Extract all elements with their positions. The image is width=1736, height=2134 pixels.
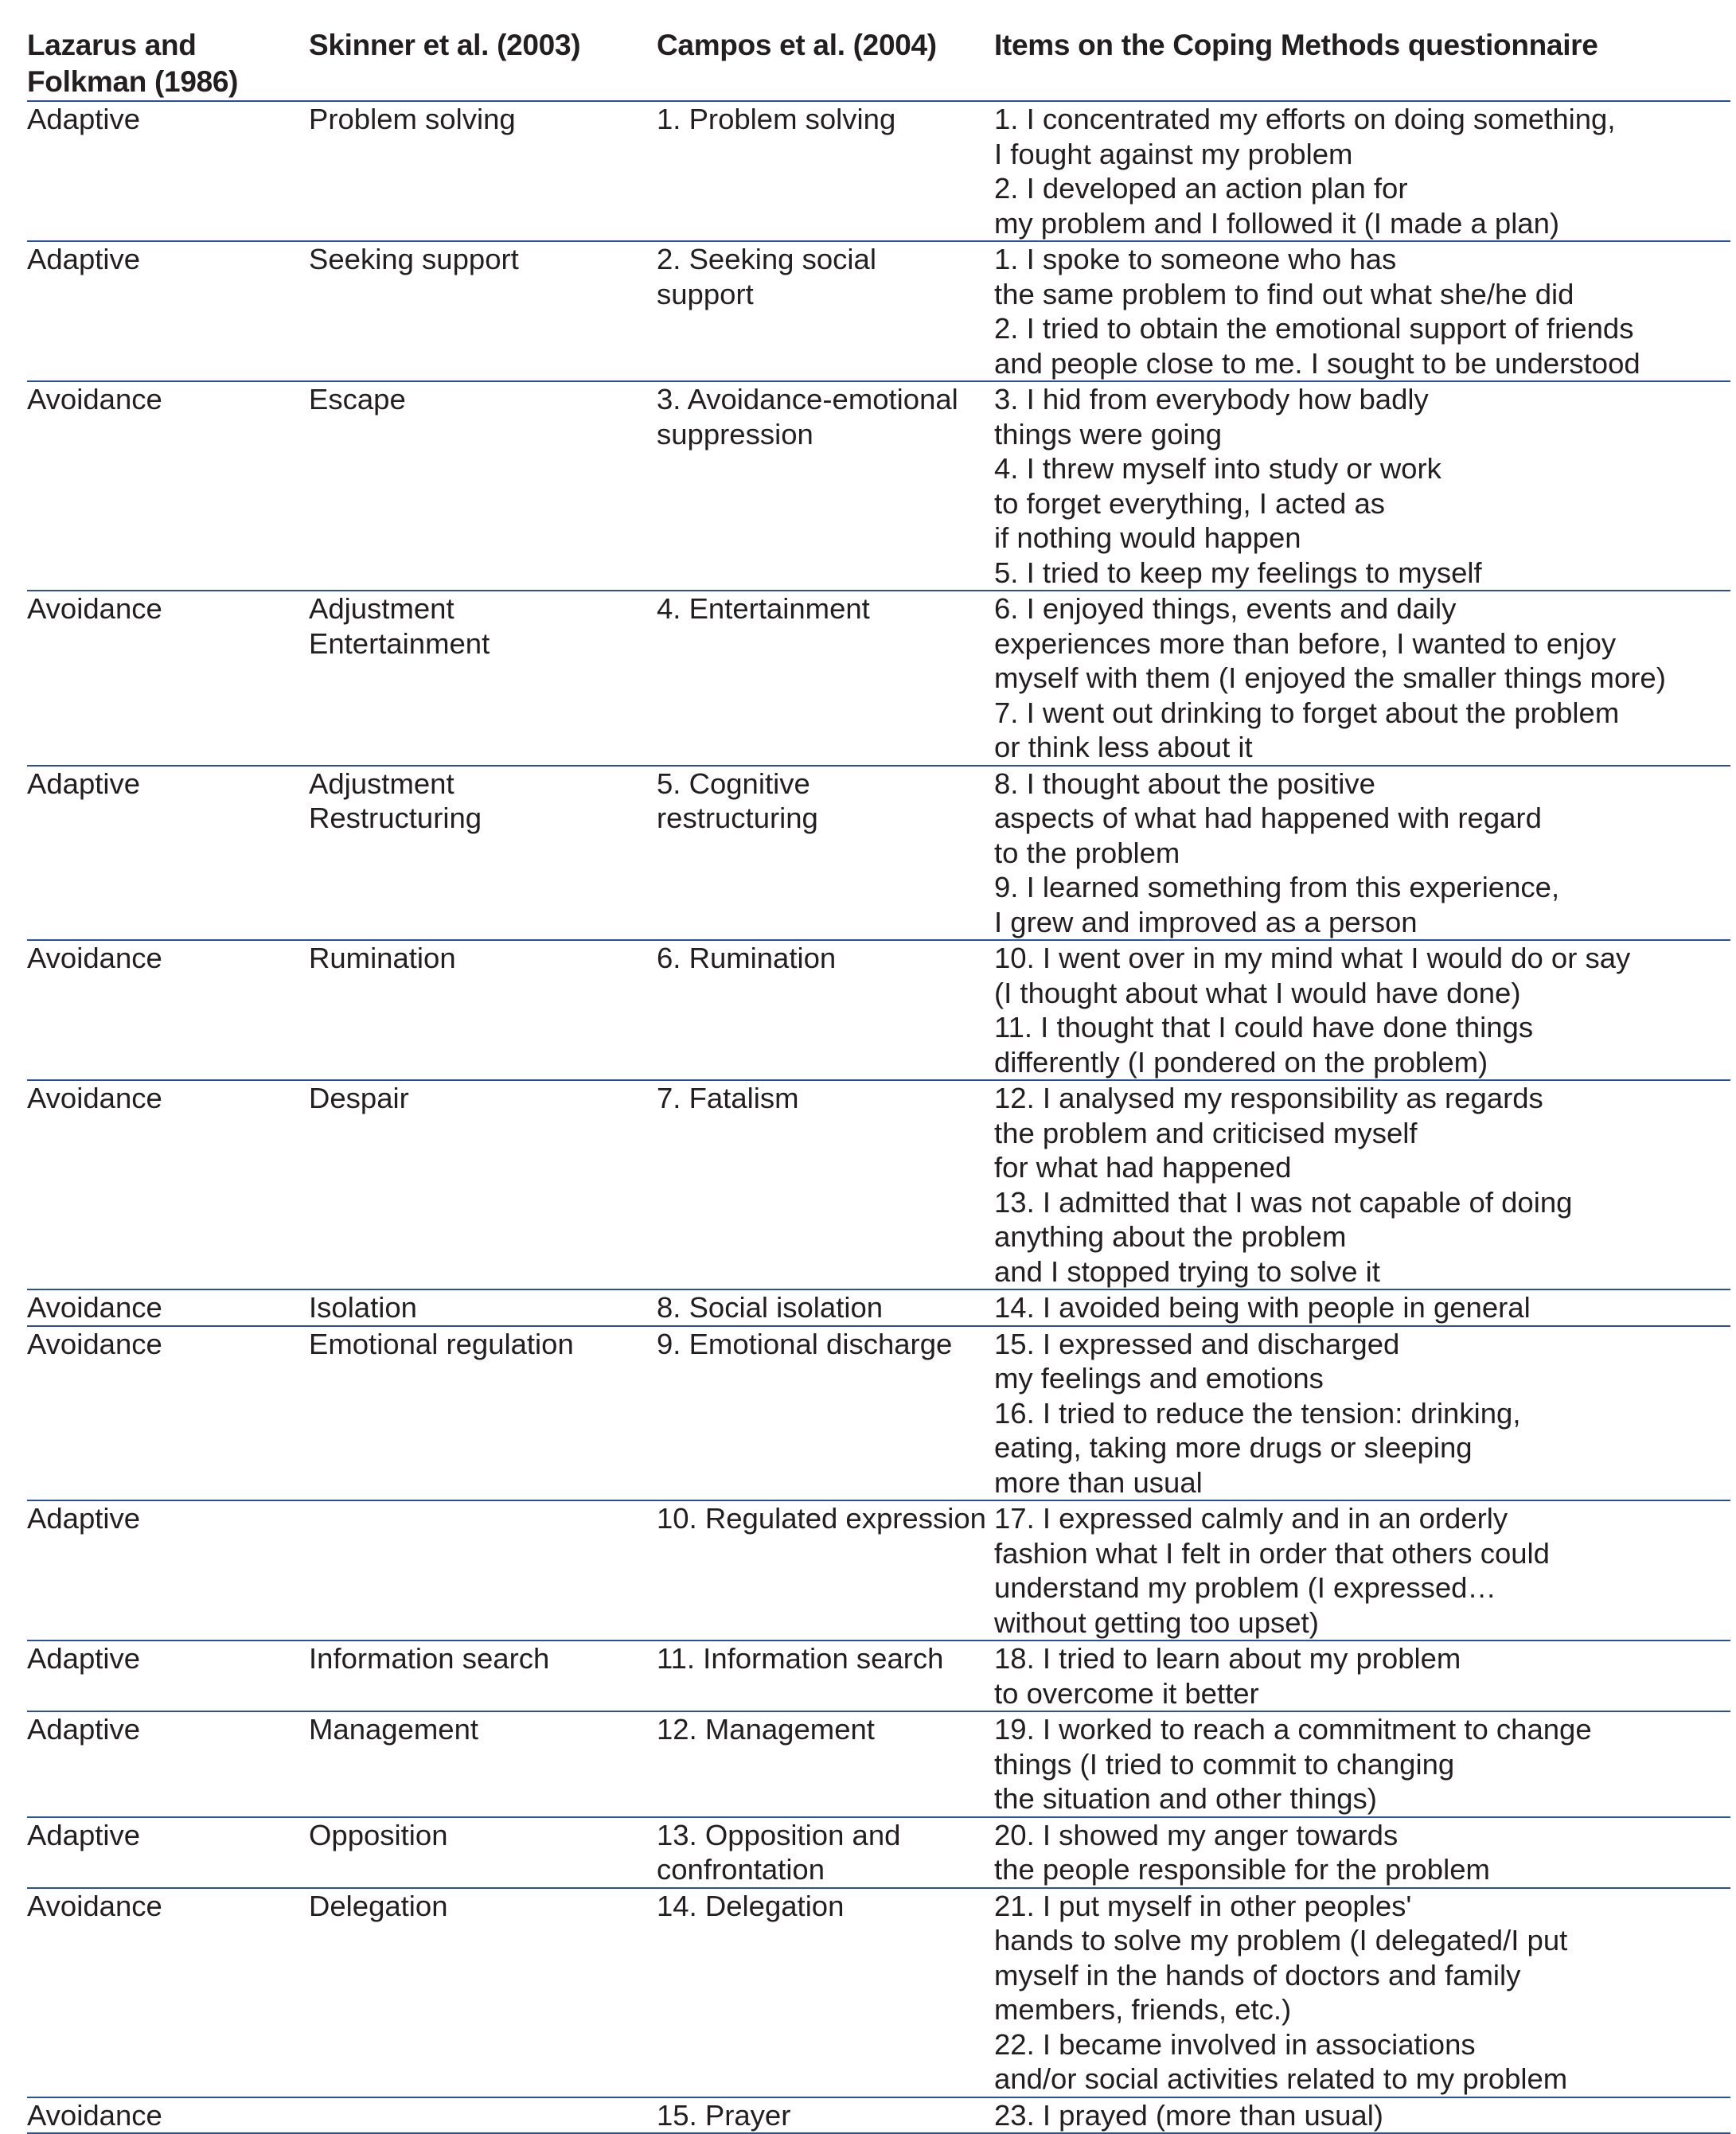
- cell-skinner-category: [309, 381, 657, 591]
- questionnaire-items-line: I fought against my problem: [994, 137, 1353, 170]
- cell-skinner-category: [309, 1289, 657, 1326]
- cell-questionnaire-items: [994, 1888, 1730, 2097]
- questionnaire-items-line: things (I tried to commit to changing: [994, 1747, 1455, 1781]
- skinner-category-line: Entertainment: [309, 626, 490, 660]
- skinner-category-line: Seeking support: [309, 243, 519, 275]
- cell-skinner-category: [309, 1888, 657, 2097]
- campos-factor-line: 2. Seeking social: [657, 243, 876, 275]
- skinner-category-line: Adjustment: [309, 767, 454, 800]
- cell-questionnaire-items: [994, 591, 1730, 766]
- skinner-category-line: Rumination: [309, 942, 456, 974]
- cell-skinner-category: [309, 2097, 657, 2134]
- questionnaire-items-line: 14. I avoided being with people in general: [994, 1291, 1531, 1324]
- questionnaire-items-line: 5. I tried to keep my feelings to myself: [994, 556, 1482, 589]
- skinner-category-line: Opposition: [309, 1818, 448, 1851]
- skinner-category-line: Delegation: [309, 1889, 448, 1922]
- cell-skinner-category: [309, 101, 657, 241]
- cell-lazarus-category: Avoidance: [27, 1080, 309, 1289]
- campos-factor-line: 13. Opposition and: [657, 1818, 901, 1851]
- table-row: [27, 591, 1730, 766]
- table-row: [27, 381, 1730, 591]
- table-row: [27, 2097, 1730, 2134]
- questionnaire-items-line: 6. I enjoyed things, events and daily: [994, 592, 1457, 625]
- cell-questionnaire-items: [994, 1817, 1730, 1888]
- cell-lazarus-category: Avoidance: [27, 381, 309, 591]
- skinner-category-line: Problem solving: [309, 103, 516, 135]
- cell-questionnaire-items: [994, 1640, 1730, 1711]
- campos-factor-line: 1. Problem solving: [657, 103, 896, 135]
- cell-skinner-category: [309, 1080, 657, 1289]
- cell-skinner-category: [309, 766, 657, 941]
- header-coping-items: Items on the Coping Methods questionnaire: [994, 24, 1730, 101]
- skinner-category-line: Restructuring: [309, 802, 482, 834]
- cell-skinner-category: [309, 591, 657, 766]
- cell-skinner-category: [309, 1817, 657, 1888]
- table-row: [27, 766, 1730, 941]
- cell-campos-factor: [657, 241, 994, 381]
- table-row: [27, 1326, 1730, 1501]
- campos-factor-line: 12. Management: [657, 1713, 875, 1746]
- cell-skinner-category: [309, 1711, 657, 1817]
- questionnaire-items-line: 18. I tried to learn about my problem: [994, 1642, 1461, 1675]
- header-skinner: Skinner et al. (2003): [309, 24, 657, 101]
- cell-questionnaire-items: [994, 101, 1730, 241]
- table-row: [27, 1711, 1730, 1817]
- cell-skinner-category: [309, 1326, 657, 1501]
- skinner-category-line: Emotional regulation: [309, 1327, 574, 1360]
- skinner-category-line: Management: [309, 1713, 479, 1746]
- questionnaire-items-line: 10. I went over in my mind what I would do or say: [994, 942, 1631, 974]
- questionnaire-items-line: fashion what I felt in order that others could: [994, 1536, 1550, 1570]
- questionnaire-items-line: 19. I worked to reach a commitment to change: [994, 1713, 1592, 1746]
- questionnaire-items-line: 2. I developed an action plan for: [994, 172, 1408, 205]
- cell-campos-factor: [657, 1500, 994, 1640]
- cell-campos-factor: [657, 1289, 994, 1326]
- cell-campos-factor: [657, 1640, 994, 1711]
- campos-factor-line: support: [657, 277, 754, 310]
- table-header: [27, 24, 1730, 101]
- cell-campos-factor: [657, 101, 994, 241]
- cell-lazarus-category: Adaptive: [27, 1711, 309, 1817]
- questionnaire-items-line: the people responsible for the problem: [994, 1853, 1490, 1886]
- cell-questionnaire-items: [994, 1080, 1730, 1289]
- campos-factor-line: 11. Information search: [657, 1642, 944, 1675]
- questionnaire-items-line: experiences more than before, I wanted to enjoy: [994, 626, 1617, 660]
- cell-campos-factor: [657, 1326, 994, 1501]
- campos-factor-line: 10. Regulated expression: [657, 1502, 986, 1535]
- table-row: [27, 101, 1730, 241]
- questionnaire-items-line: 23. I prayed (more than usual): [994, 2098, 1383, 2132]
- questionnaire-items-line: and people close to me. I sought to be understood: [994, 346, 1640, 380]
- questionnaire-items-line: 21. I put myself in other peoples': [994, 1889, 1412, 1922]
- cell-skinner-category: [309, 241, 657, 381]
- cell-lazarus-category: Avoidance: [27, 591, 309, 766]
- skinner-category-line: Information search: [309, 1642, 550, 1675]
- campos-factor-line: 8. Social isolation: [657, 1291, 884, 1324]
- cell-lazarus-category: Adaptive: [27, 1500, 309, 1640]
- cell-campos-factor: [657, 1888, 994, 2097]
- cell-questionnaire-items: [994, 1289, 1730, 1326]
- coping-comparison-table: [27, 24, 1730, 2134]
- questionnaire-items-line: 2. I tried to obtain the emotional support of friends: [994, 312, 1634, 345]
- cell-campos-factor: [657, 2097, 994, 2134]
- header-row: [27, 24, 1730, 101]
- campos-factor-line: restructuring: [657, 802, 818, 834]
- questionnaire-items-line: 17. I expressed calmly and in an orderly: [994, 1502, 1508, 1535]
- campos-factor-line: 6. Rumination: [657, 942, 837, 974]
- questionnaire-items-line: understand my problem (I expressed…: [994, 1571, 1496, 1604]
- skinner-category-line: Despair: [309, 1082, 409, 1114]
- cell-lazarus-category: Adaptive: [27, 1817, 309, 1888]
- cell-campos-factor: [657, 1817, 994, 1888]
- questionnaire-items-line: to overcome it better: [994, 1676, 1259, 1710]
- cell-questionnaire-items: [994, 940, 1730, 1080]
- table-body: [27, 101, 1730, 2133]
- cell-questionnaire-items: [994, 1711, 1730, 1817]
- cell-lazarus-category: Avoidance: [27, 1289, 309, 1326]
- questionnaire-items-line: 4. I threw myself into study or work: [994, 452, 1441, 485]
- questionnaire-items-line: 15. I expressed and discharged: [994, 1327, 1400, 1360]
- campos-factor-line: suppression: [657, 417, 813, 451]
- table-row: [27, 1289, 1730, 1326]
- cell-campos-factor: [657, 940, 994, 1080]
- table-row: [27, 1500, 1730, 1640]
- questionnaire-items-line: hands to solve my problem (I delegated/I put: [994, 1924, 1568, 1956]
- questionnaire-items-line: and I stopped trying to solve it: [994, 1254, 1380, 1288]
- cell-campos-factor: [657, 381, 994, 591]
- questionnaire-items-line: 12. I analysed my responsibility as regards: [994, 1082, 1543, 1114]
- questionnaire-items-line: 8. I thought about the positive: [994, 767, 1375, 800]
- cell-lazarus-category: Avoidance: [27, 1888, 309, 2097]
- header-campos: Campos et al. (2004): [657, 24, 994, 101]
- questionnaire-items-line: 13. I admitted that I was not capable of doing: [994, 1185, 1573, 1219]
- cell-lazarus-category: Adaptive: [27, 241, 309, 381]
- questionnaire-items-line: 20. I showed my anger towards: [994, 1818, 1399, 1851]
- questionnaire-items-line: (I thought about what I would have done): [994, 976, 1521, 1009]
- header-lazarus-folkman: Lazarus and Folkman (1986): [27, 24, 309, 101]
- cell-lazarus-category: Avoidance: [27, 1326, 309, 1501]
- questionnaire-items-line: anything about the problem: [994, 1220, 1347, 1253]
- campos-factor-line: 3. Avoidance-emotional: [657, 383, 958, 415]
- questionnaire-items-line: without getting too upset): [994, 1605, 1319, 1639]
- questionnaire-items-line: 7. I went out drinking to forget about the problem: [994, 696, 1620, 729]
- campos-factor-line: 4. Entertainment: [657, 592, 870, 625]
- skinner-category-line: Escape: [309, 383, 406, 415]
- cell-lazarus-category: Avoidance: [27, 940, 309, 1080]
- skinner-category-line: Adjustment: [309, 592, 454, 625]
- questionnaire-items-line: myself with them (I enjoyed the smaller things more): [994, 661, 1666, 694]
- cell-campos-factor: [657, 1711, 994, 1817]
- cell-lazarus-category: Adaptive: [27, 1640, 309, 1711]
- questionnaire-items-line: 9. I learned something from this experience,: [994, 871, 1560, 903]
- questionnaire-items-line: 3. I hid from everybody how badly: [994, 383, 1429, 415]
- cell-questionnaire-items: [994, 1500, 1730, 1640]
- questionnaire-items-line: my problem and I followed it (I made a plan): [994, 206, 1560, 240]
- questionnaire-items-line: I grew and improved as a person: [994, 905, 1418, 938]
- cell-questionnaire-items: [994, 241, 1730, 381]
- questionnaire-items-line: if nothing would happen: [994, 521, 1301, 554]
- campos-factor-line: 5. Cognitive: [657, 767, 810, 800]
- campos-factor-line: 9. Emotional discharge: [657, 1327, 953, 1360]
- questionnaire-items-line: to forget everything, I acted as: [994, 486, 1386, 520]
- cell-campos-factor: [657, 591, 994, 766]
- table-row: [27, 940, 1730, 1080]
- questionnaire-items-line: the situation and other things): [994, 1782, 1377, 1815]
- questionnaire-items-line: 1. I spoke to someone who has: [994, 243, 1397, 275]
- table-row: [27, 1888, 1730, 2097]
- questionnaire-items-line: eating, taking more drugs or sleeping: [994, 1431, 1473, 1464]
- cell-campos-factor: [657, 766, 994, 941]
- cell-lazarus-category: Adaptive: [27, 766, 309, 941]
- questionnaire-items-line: for what had happened: [994, 1151, 1292, 1184]
- table-row: [27, 241, 1730, 381]
- campos-factor-line: confrontation: [657, 1853, 825, 1886]
- cell-questionnaire-items: [994, 381, 1730, 591]
- table-row: [27, 1817, 1730, 1888]
- campos-factor-line: 14. Delegation: [657, 1889, 845, 1922]
- questionnaire-items-line: my feelings and emotions: [994, 1362, 1324, 1395]
- questionnaire-items-line: aspects of what had happened with regard: [994, 802, 1542, 834]
- questionnaire-items-line: members, friends, etc.): [994, 1993, 1292, 2026]
- table-row: [27, 1640, 1730, 1711]
- campos-factor-line: 7. Fatalism: [657, 1082, 799, 1114]
- table-row: [27, 1080, 1730, 1289]
- questionnaire-items-line: the problem and criticised myself: [994, 1116, 1418, 1149]
- cell-lazarus-category: Adaptive: [27, 101, 309, 241]
- cell-skinner-category: [309, 1640, 657, 1711]
- cell-questionnaire-items: [994, 1326, 1730, 1501]
- skinner-category-line: Isolation: [309, 1291, 417, 1324]
- cell-skinner-category: [309, 940, 657, 1080]
- questionnaire-items-line: 11. I thought that I could have done things: [994, 1011, 1534, 1044]
- cell-skinner-category: [309, 1500, 657, 1640]
- campos-factor-line: 15. Prayer: [657, 2098, 791, 2132]
- questionnaire-items-line: differently (I pondered on the problem): [994, 1045, 1488, 1079]
- questionnaire-items-line: 16. I tried to reduce the tension: drinking,: [994, 1396, 1521, 1430]
- questionnaire-items-line: to the problem: [994, 836, 1180, 869]
- questionnaire-items-line: or think less about it: [994, 731, 1253, 763]
- questionnaire-items-line: things were going: [994, 417, 1223, 451]
- questionnaire-items-line: myself in the hands of doctors and family: [994, 1958, 1521, 1992]
- questionnaire-items-line: the same problem to find out what she/he did: [994, 277, 1574, 310]
- cell-campos-factor: [657, 1080, 994, 1289]
- questionnaire-items-line: 1. I concentrated my efforts on doing something,: [994, 103, 1616, 135]
- questionnaire-items-line: more than usual: [994, 1465, 1203, 1499]
- questionnaire-items-line: 22. I became involved in associations: [994, 2027, 1476, 2061]
- cell-questionnaire-items: [994, 2097, 1730, 2134]
- cell-questionnaire-items: [994, 766, 1730, 941]
- cell-lazarus-category: Avoidance: [27, 2097, 309, 2134]
- questionnaire-items-line: and/or social activities related to my problem: [994, 2062, 1568, 2095]
